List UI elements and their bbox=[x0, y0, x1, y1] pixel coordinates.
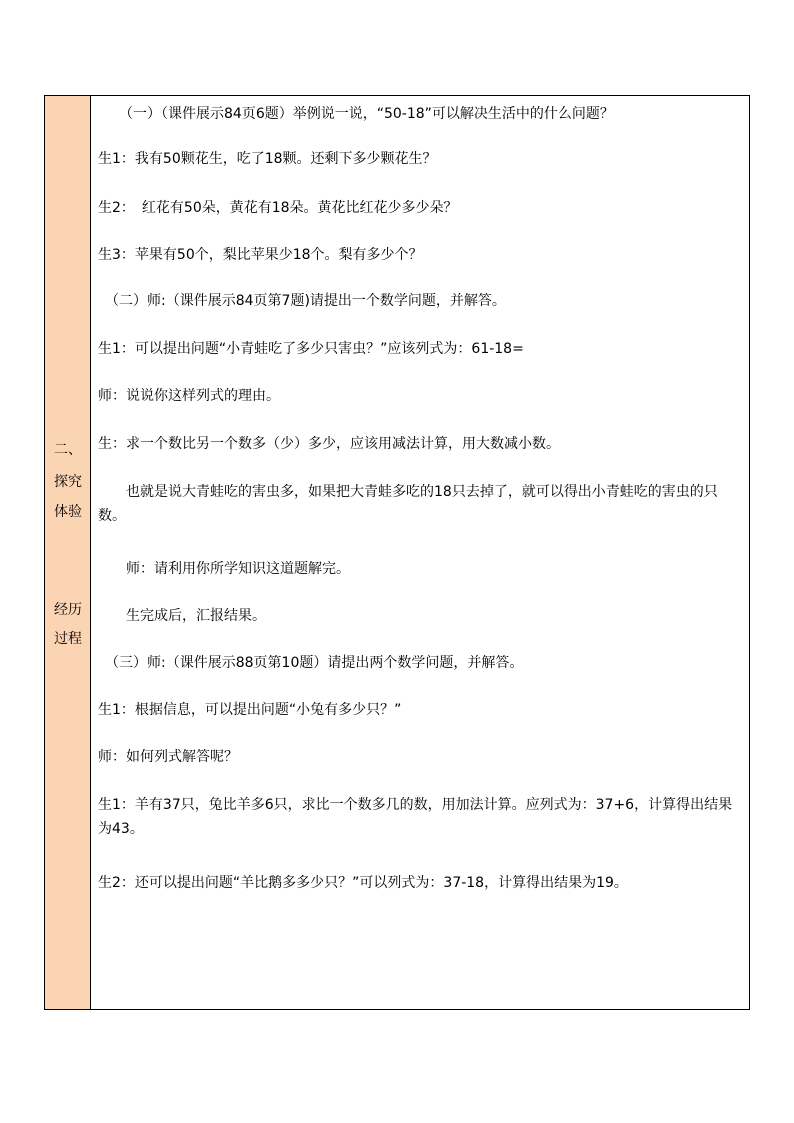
paragraph-explanation: 也就是说大青蛙吃的害虫多，如果把大青蛙多吃的18只去掉了，就可以得出小青蛙吃的害虫的只数。 bbox=[98, 484, 718, 524]
section-label-line: 过程 bbox=[54, 631, 82, 647]
paragraph-student-answer: 生1：羊有37只，兔比羊多6只，求比一个数多几的数，用加法计算。应列式为：37+6，计算得出结果为43。 bbox=[98, 797, 733, 837]
section-label-line: 二、 bbox=[54, 442, 82, 458]
paragraph-teacher-prompt: 师：如何列式解答呢？ bbox=[98, 749, 238, 765]
paragraph-student-answer: 生1：我有50颗花生，吃了18颗。还剩下多少颗花生？ bbox=[98, 151, 437, 167]
section-label-line: 探究 bbox=[54, 474, 82, 490]
paragraph-student-answer: 生：求一个数比另一个数多（少）多少，应该用减法计算，用大数减小数。 bbox=[98, 436, 560, 452]
paragraph-teacher-prompt: 师：请利用你所学知识这道题解完。 bbox=[98, 561, 350, 577]
paragraph-student-answer: 生2： 红花有50朵，黄花有18朵。黄花比红花少多少朵？ bbox=[98, 200, 458, 216]
lesson-table bbox=[44, 95, 750, 1010]
section-label-line: 经历 bbox=[54, 602, 82, 618]
paragraph-student-answer: 生1：可以提出问题“小青蛙吃了多少只害虫？”应该列式为：61-18= bbox=[98, 341, 524, 357]
paragraph-student-answer: 生3：苹果有50个，梨比苹果少18个。梨有多少个？ bbox=[98, 247, 423, 263]
paragraph-activity-two: （二）师:（课件展示84页第7题)请提出一个数学问题，并解答。 bbox=[98, 293, 506, 309]
section-label-cell bbox=[45, 96, 91, 1009]
paragraph-teacher-prompt: 师：说说你这样列式的理由。 bbox=[98, 388, 280, 404]
paragraph-activity-one: （一）（课件展示84页6题）举例说一说，“50-18”可以解决生活中的什么问题？ bbox=[98, 106, 614, 122]
paragraph-student-answer: 生1：根据信息，可以提出问题“小兔有多少只？” bbox=[98, 702, 402, 718]
section-label-line: 体验 bbox=[54, 504, 82, 520]
paragraph-student-answer: 生2：还可以提出问题“羊比鹅多多少只？”可以列式为：37-18，计算得出结果为19。 bbox=[98, 875, 628, 891]
paragraph-student-action: 生完成后，汇报结果。 bbox=[98, 608, 266, 624]
paragraph-activity-three: （三）师:（课件展示88页第10题）请提出两个数学问题，并解答。 bbox=[98, 655, 524, 671]
lesson-content-cell bbox=[91, 96, 749, 1009]
